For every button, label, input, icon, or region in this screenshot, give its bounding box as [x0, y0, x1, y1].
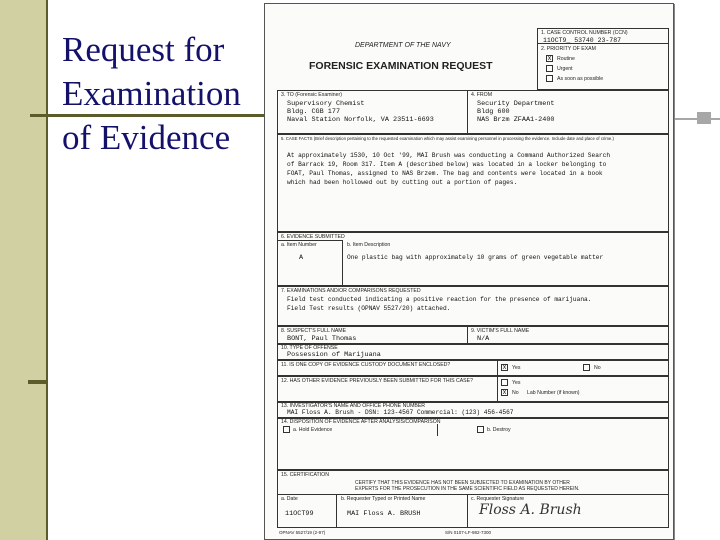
q12-no-label: No — [512, 390, 519, 396]
q12-lab-number-label: Lab Number (if known) — [527, 390, 580, 396]
investigator-label: 13. INVESTIGATOR'S NAME AND OFFICE PHONE NUMBER — [281, 403, 426, 409]
priority-urgent-checkbox — [546, 65, 553, 72]
item-desc-value: One plastic bag with approximately 10 grams of green vegetable matter — [347, 254, 604, 261]
priority-routine-checkbox: x — [547, 55, 552, 62]
case-facts-label: 5. CASE FACTS (Brief description pertaining to the requested examination which may assist examining personnel in processing the evidence. Include date and place of crime.) — [281, 136, 614, 141]
priority-asap-label: As soon as possible — [557, 76, 604, 82]
ccn-value: 11OCT9_ 53740 23-787 — [543, 37, 622, 44]
from-label: 4. FROM — [471, 92, 493, 98]
victim-label: 9. VICTIM'S FULL NAME — [471, 328, 530, 334]
form-footer-left: OPNAV 5527/19 (2-97) — [279, 530, 326, 535]
victim-value: N/A — [477, 335, 490, 343]
q11-yes-checkbox: x — [502, 364, 507, 371]
form-title: FORENSIC EXAMINATION REQUEST — [309, 60, 493, 72]
suspect-label: 8. SUSPECT'S FULL NAME — [281, 328, 347, 334]
item-desc-label: b. Item Description — [347, 242, 391, 248]
investigator-value: MAI Floss A. Brush - DSN: 123-4567 Commercial: (123) 456-4567 — [287, 409, 514, 416]
left-accent-tick — [28, 380, 46, 384]
disp-destroy-label: b. Destroy — [487, 427, 511, 433]
q12-label: 12. HAS OTHER EVIDENCE PREVIOUSLY BEEN SUBMITTED FOR THIS CASE? — [281, 378, 473, 384]
offense-value: Possession of Marijuana — [287, 351, 381, 359]
form-footer-right: S/N 0107-LF-982-7300 — [445, 530, 492, 535]
q11-yes-label: Yes — [512, 365, 521, 371]
case-facts-line-2: of Barrack 19, Room 317. Item A (described below) was located in a locker belonging to — [287, 161, 607, 168]
left-accent-bar — [0, 0, 48, 540]
disp-hold-checkbox — [283, 426, 290, 433]
q12-yes-checkbox — [501, 379, 508, 386]
certification-line-1: CERTIFY THAT THIS EVIDENCE HAS NOT BEEN SUBJECTED TO EXAMINATION BY OTHER — [355, 480, 570, 486]
slide-title-line-1: Request for — [62, 30, 225, 69]
right-accent-block — [697, 112, 711, 124]
disp-divider — [437, 424, 438, 436]
q11-no-label: No — [594, 365, 601, 371]
offense-label: 10. TYPE OF OFFENSE — [281, 345, 338, 351]
item-number-label: a. Item Number — [281, 242, 317, 248]
priority-urgent-label: Urgent — [557, 66, 573, 72]
slide-title — [62, 28, 267, 160]
exams-line-2: Field Test results (OPNAV 5527/20) attached. — [287, 305, 451, 312]
certification-line-2: EXPERTS FOR THE PROSECUTION IN THE SAME SCIENTIFIC FIELD AS REQUESTED HEREIN. — [355, 486, 580, 492]
from-line-2: Bldg 600 — [477, 108, 510, 116]
suspect-value: BONT, Paul Thomas — [287, 335, 357, 343]
item-number-value: A — [299, 254, 304, 262]
q12-no-checkbox: x — [502, 389, 507, 396]
disp-destroy-checkbox — [477, 426, 484, 433]
q12-yes-label: Yes — [512, 380, 521, 386]
to-label: 3. TO (Forensic Examiner) — [281, 92, 342, 98]
to-line-2: Bldg. CGB 177 — [287, 108, 341, 116]
department-heading: DEPARTMENT OF THE NAVY — [355, 42, 451, 49]
to-line-1: Supervisory Chemist — [287, 100, 365, 108]
cert-name-value: MAI Floss A. BRUSH — [347, 510, 421, 518]
requester-signature: Floss A. Brush — [479, 502, 582, 518]
q11-no-checkbox — [583, 364, 590, 371]
priority-routine-label: Routine — [557, 56, 575, 62]
case-facts-line-1: At approximately 1530, 10 Oct '99, MAI Brush was conducting a Command Authorized Search — [287, 152, 611, 159]
exams-line-1: Field test conducted indicating a positive reaction for the presence of marijuana. — [287, 296, 592, 303]
slide-title-line-2: Examination — [62, 74, 241, 113]
from-line-1: Security Department — [477, 100, 555, 108]
from-line-3: NAS Brzm ZFAA1-2400 — [477, 116, 555, 124]
cert-name-label: b. Requester Typed or Printed Name — [341, 496, 426, 502]
disposition-label: 14. DISPOSITION OF EVIDENCE AFTER ANALYSIS/COMPARISON — [281, 419, 441, 425]
priority-asap-checkbox — [546, 75, 553, 82]
forensic-request-form — [264, 3, 674, 540]
exams-label: 7. EXAMINATIONS AND/OR COMPARISONS REQUESTED — [281, 288, 421, 294]
slide-title-line-3: of Evidence — [62, 118, 231, 157]
disposition-box — [277, 418, 669, 470]
evidence-label: 6. EVIDENCE SUBMITTED — [281, 234, 345, 240]
cert-date-label: a. Date — [281, 496, 298, 502]
q11-label: 11. IS ONE COPY OF EVIDENCE CUSTODY DOCUMENT ENCLOSED? — [281, 362, 451, 368]
cert-date-value: 11OCT99 — [285, 510, 314, 518]
disp-hold-label: a. Hold Evidence — [293, 427, 333, 433]
priority-label: 2. PRIORITY OF EXAM — [541, 46, 596, 52]
to-line-3: Naval Station Norfolk, VA 23511-6693 — [287, 116, 434, 124]
case-facts-line-4: which had been hollowed out by cutting out a portion of pages. — [287, 179, 518, 186]
right-accent-line — [666, 118, 720, 120]
cert-signature-label: c. Requester Signature — [471, 496, 525, 502]
ccn-label: 1. CASE CONTROL NUMBER (CCN) — [541, 30, 628, 36]
case-facts-line-3: FOAT, Paul Thomas, assigned to NAS Brzem. The bag and contents were located in a book — [287, 170, 603, 177]
q12-answers — [497, 376, 669, 402]
certification-label: 15. CERTIFICATION — [281, 472, 329, 478]
